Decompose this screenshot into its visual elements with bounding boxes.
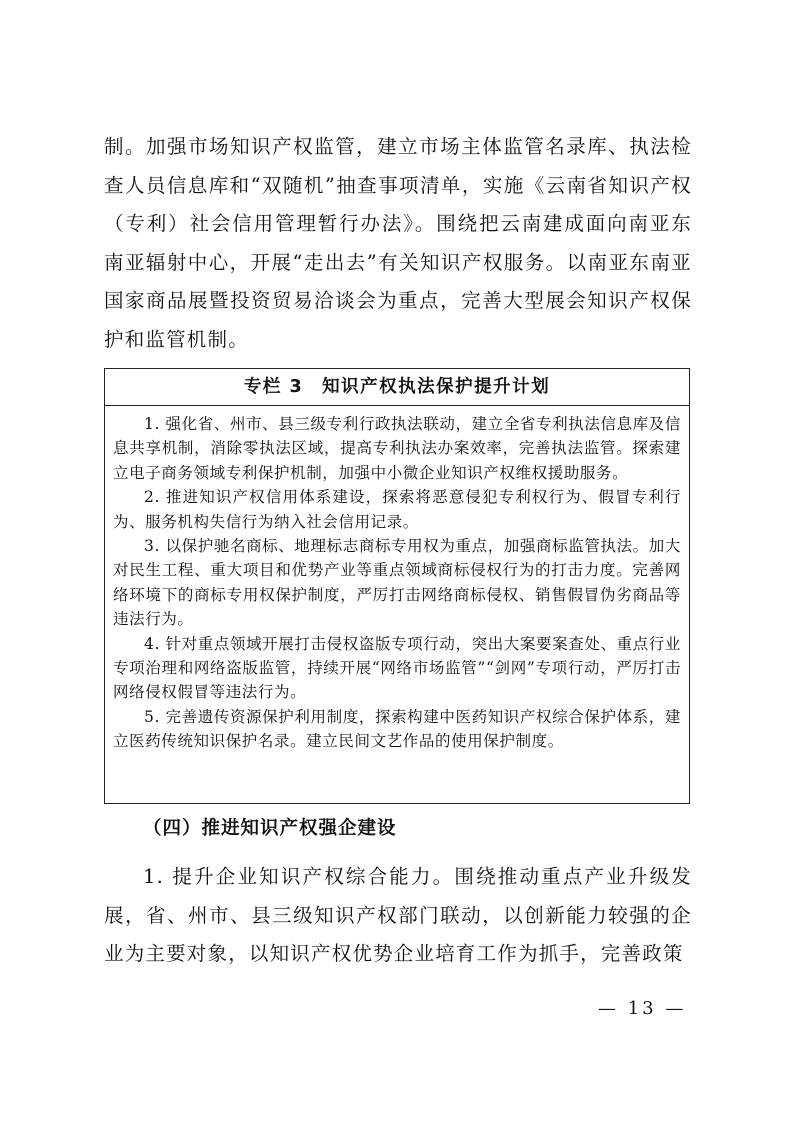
box-item: 3. 以保护驰名商标、地理标志商标专用权为重点，加强商标监管执法。加大对民生工程、重大项目和优势产业等重点领域商标侵权行为的打击力度。完善网络环境下的商标专用权保护制度，严厉打击网络商标侵权、销售假冒伪劣商品等违法行为。 <box>113 537 681 629</box>
box-title: 专栏 3 知识产权执法保护提升计划 <box>105 369 689 406</box>
page-number: — 13 — <box>598 998 687 1019</box>
special-column-box <box>104 368 690 804</box>
body-paragraph: 1. 提升企业知识产权综合能力。围绕推动重点产业升级发展，省、州市、县三级知识产权部门联动，以创新能力较强的企业为主要对象，以知识产权优势企业培育工作为抓手，完善政策 <box>104 865 692 965</box>
section-heading: （四）推进知识产权强企建设 <box>143 818 397 839</box>
box-body <box>105 406 689 754</box>
body-paragraph: 制。加强市场知识产权监管，建立市场主体监管名录库、执法检查人员信息库和“双随机”抽查事项清单，实施《云南省知识产权（专利）社会信用管理暂行办法》。围绕把云南建成面向南亚东南亚辐射中心，开展“走出去”有关知识产权服务。以南亚东南亚国家商品展暨投资贸易洽谈会为重点，完善大型展会知识产权保护和监管机制。 <box>104 135 692 351</box>
box-item: 1. 强化省、州市、县三级专利行政执法联动，建立全省专利执法信息库及信息共享机制，消除零执法区域，提高专利执法办案效率，完善执法监管。探索建立电子商务领域专利保护机制，加强中小微企业知识产权维权援助服务。 <box>113 415 681 482</box>
box-item: 4. 针对重点领域开展打击侵权盗版专项行动，突出大案要案查处、重点行业专项治理和网络盗版监管，持续开展“网络市场监管”“剑网”专项行动，严厉打击网络侵权假冒等违法行为。 <box>113 634 681 702</box>
box-item: 2. 推进知识产权信用体系建设，探索将恶意侵犯专利权行为、假冒专利行为、服务机构失信行为纳入社会信用记录。 <box>113 488 681 531</box>
box-item: 5. 完善遗传资源保护利用制度，探索构建中医药知识产权综合保护体系，建立医药传统知识保护名录。建立民间文艺作品的使用保护制度。 <box>113 707 681 751</box>
